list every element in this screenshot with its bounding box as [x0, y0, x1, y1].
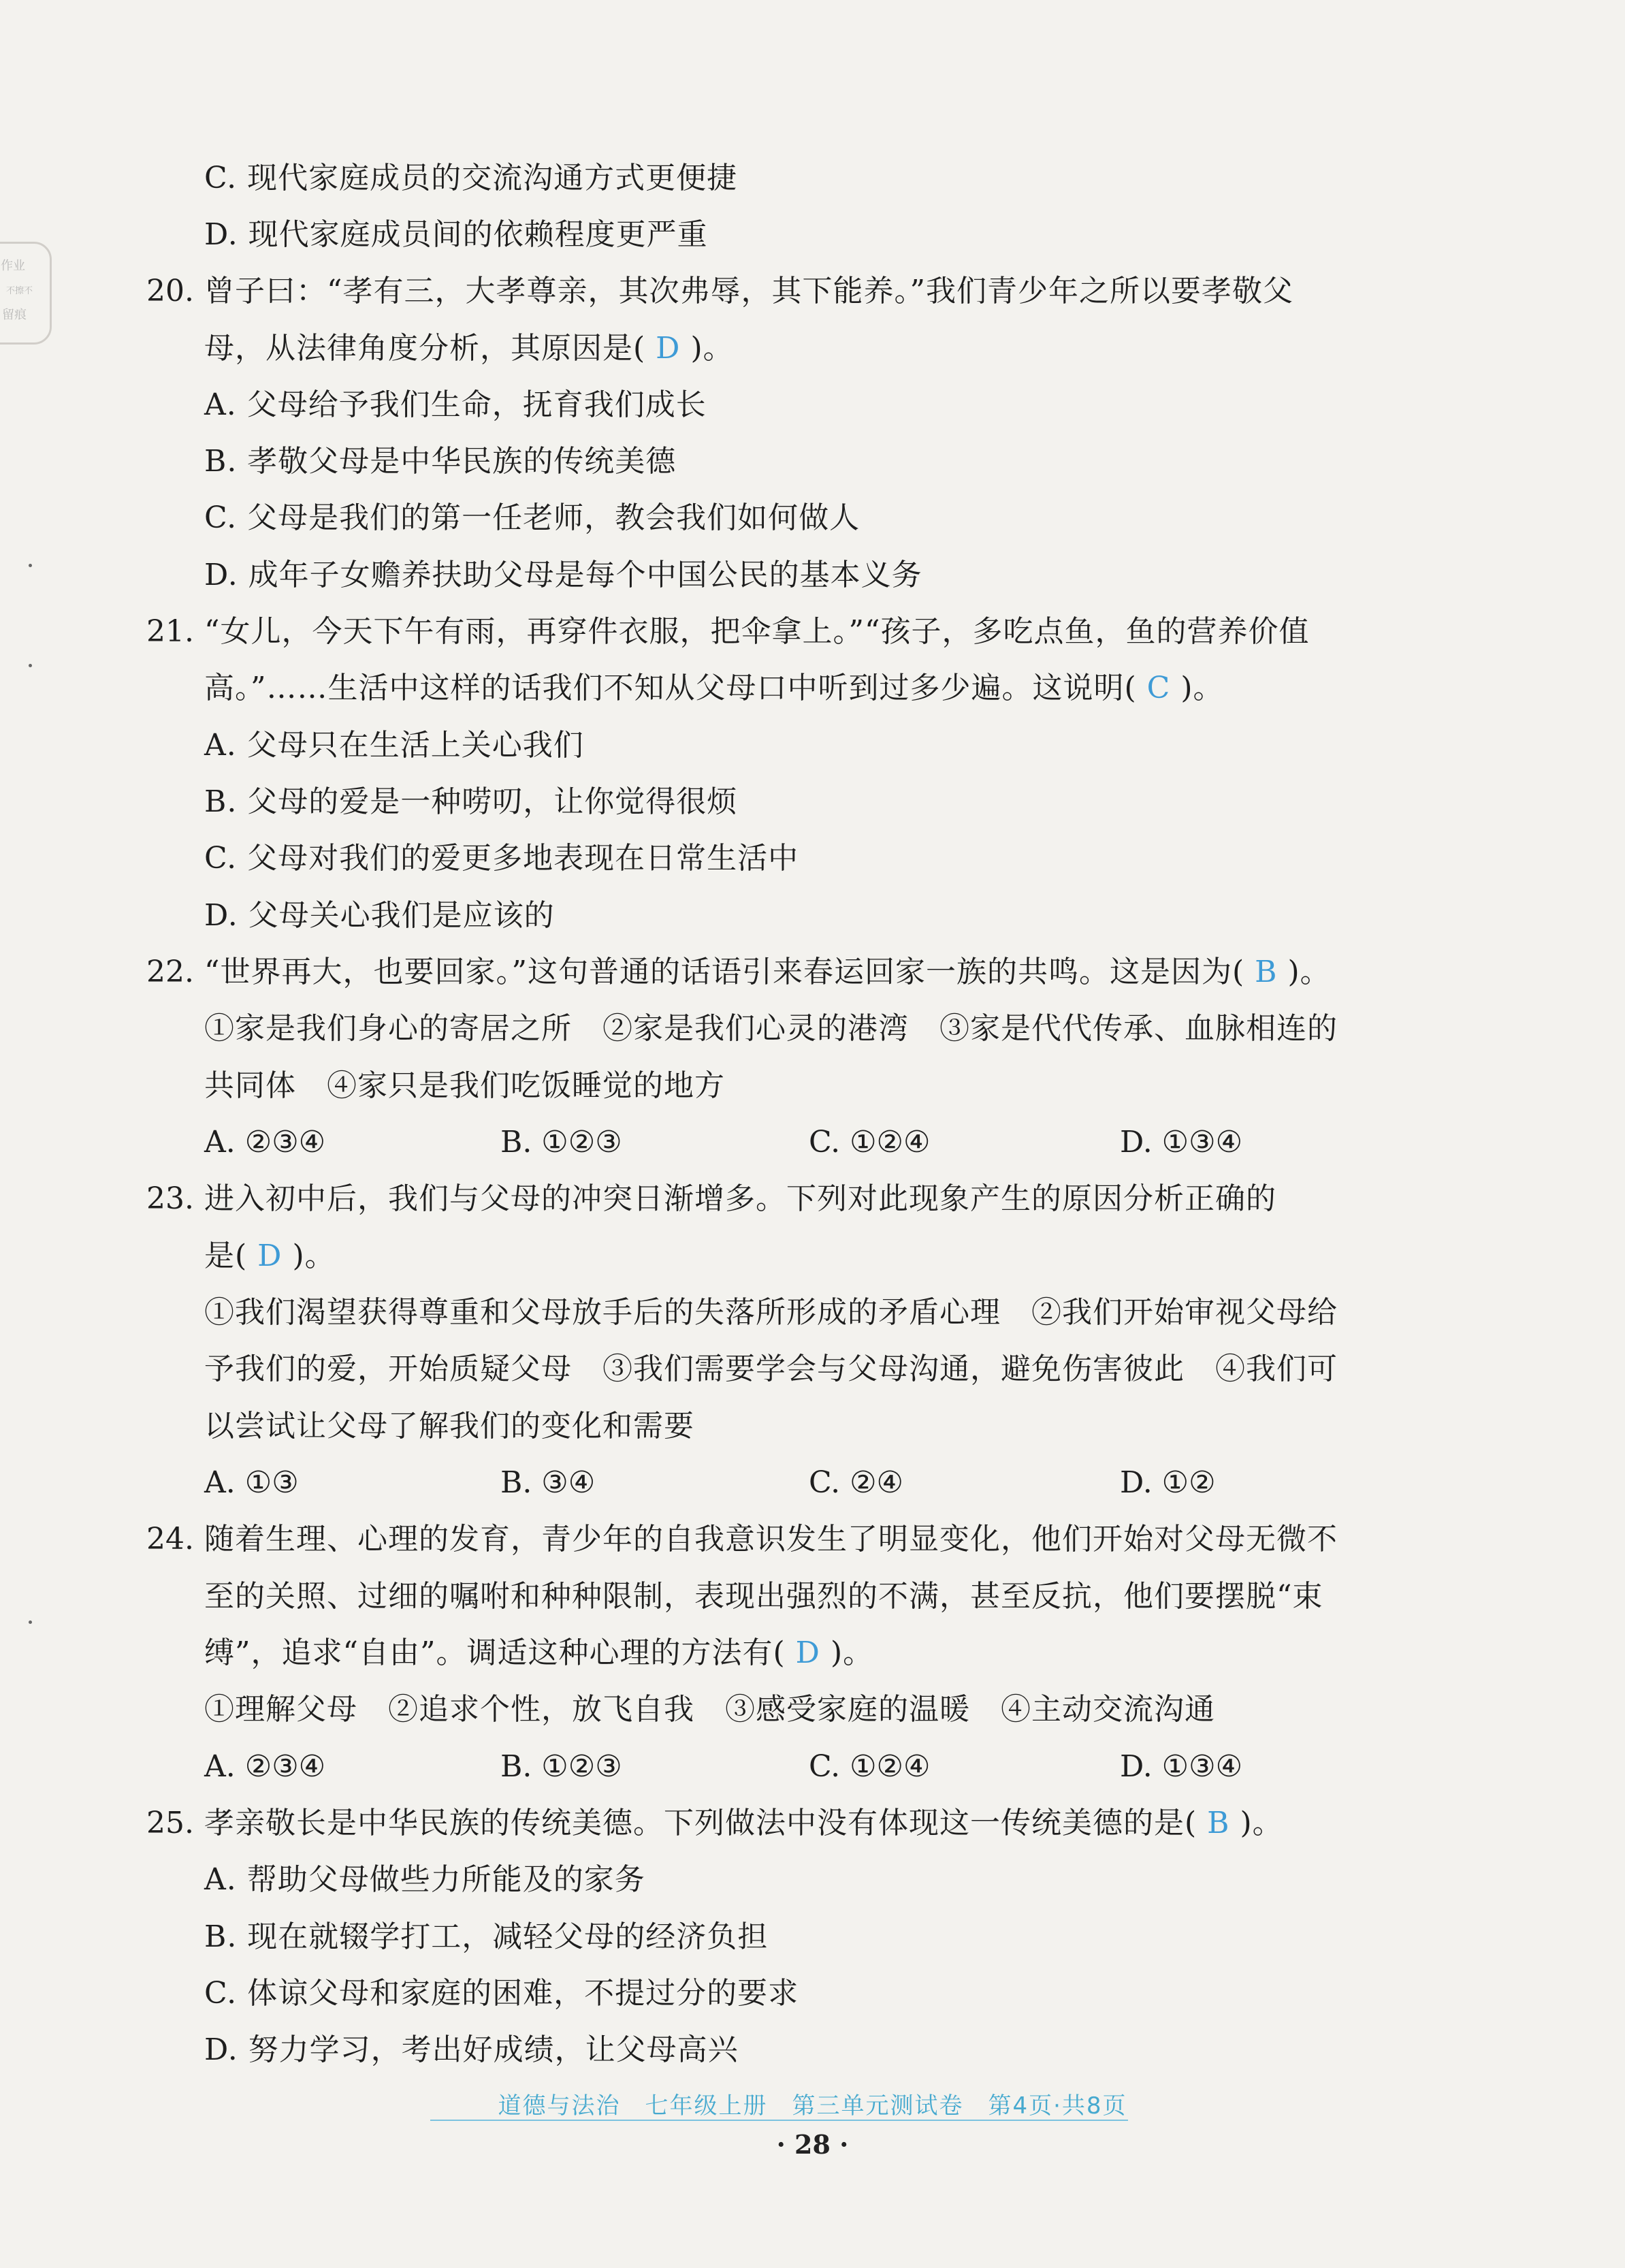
- stamp-text: 不擦不: [6, 286, 33, 296]
- option-b: B. 父母的爱是一种唠叨，让你觉得很烦: [204, 784, 738, 819]
- question-text: [204, 1633, 873, 1674]
- scan-speck: [29, 1620, 32, 1624]
- option-d: D. ①②: [1120, 1465, 1216, 1500]
- option-b: B. ①②③: [500, 1749, 622, 1784]
- stem-text: 母，从法律角度分析，其原因是(: [204, 331, 646, 366]
- question-number: 20.: [146, 274, 194, 308]
- option-b: B. 孝敬父母是中华民族的传统美德: [204, 444, 677, 479]
- stamp-text: 作业: [1, 259, 25, 273]
- option-a: A. ①③: [204, 1465, 299, 1500]
- statement-line: ①理解父母 ②追求个性，放飞自我 ③感受家庭的温暖 ④主动交流沟通: [204, 1692, 1215, 1727]
- stem-text: )。: [1180, 671, 1224, 705]
- question-text: “女儿，今天下午有雨，再穿件衣服，把伞拿上。”“孩子，多吃点鱼，鱼的营养价值: [204, 614, 1310, 649]
- question-number: 24.: [146, 1522, 194, 1556]
- option-line: C. 现代家庭成员的交流沟通方式更便捷: [204, 161, 738, 195]
- ink-stamp-mark: [0, 242, 52, 345]
- option-a: A. 帮助父母做些力所能及的家务: [204, 1862, 645, 1897]
- option-d: D. ①③④: [1120, 1749, 1243, 1784]
- question-text: [204, 952, 1331, 993]
- option-c: C. ①②④: [809, 1125, 931, 1160]
- option-a: A. ②③④: [204, 1125, 326, 1160]
- option-c: C. ②④: [809, 1465, 903, 1500]
- option-c: C. 父母对我们的爱更多地表现在日常生活中: [204, 841, 799, 876]
- stem-text: 高。”……生活中这样的话我们不知从父母口中听到过多少遍。这说明(: [204, 671, 1137, 705]
- stem-text: )。: [690, 331, 734, 366]
- option-a: A. 父母给予我们生命，抚育我们成长: [204, 387, 707, 422]
- stem-text: )。: [830, 1635, 874, 1670]
- question-text: 进入初中后，我们与父母的冲突日渐增多。下列对此现象产生的原因分析正确的: [204, 1181, 1276, 1216]
- option-c: C. 父母是我们的第一任老师，教会我们如何做人: [204, 500, 860, 535]
- scan-speck: [29, 564, 32, 567]
- page-number: · 28 ·: [776, 2129, 849, 2160]
- answer-mark: D: [257, 1239, 283, 1273]
- stem-text: 缚”，追求“自由”。调适这种心理的方法有(: [204, 1635, 786, 1670]
- statement-line: ①我们渴望获得尊重和父母放手后的失落所形成的矛盾心理 ②我们开始审视父母给: [204, 1295, 1338, 1330]
- option-d: D. 父母关心我们是应该的: [204, 898, 555, 933]
- statement-line: 予我们的爱，开始质疑父母 ③我们需要学会与父母沟通，避免伤害彼此 ④我们可: [204, 1352, 1338, 1386]
- option-b: B. ③④: [500, 1465, 596, 1500]
- question-text: 至的关照、过细的嘱咐和种种限制，表现出强烈的不满，甚至反抗，他们要摆脱“束: [204, 1579, 1323, 1614]
- option-d: D. ①③④: [1120, 1125, 1243, 1160]
- option-line: D. 现代家庭成员间的依赖程度更严重: [204, 217, 708, 252]
- answer-mark: B: [1207, 1806, 1230, 1840]
- option-a: A. 父母只在生活上关心我们: [204, 728, 584, 763]
- option-c: C. ①②④: [809, 1749, 931, 1784]
- question-text: [204, 668, 1224, 709]
- statement-line: 共同体 ④家只是我们吃饭睡觉的地方: [204, 1068, 725, 1103]
- footer-divider: [430, 2120, 1128, 2121]
- option-a: A. ②③④: [204, 1749, 326, 1784]
- stem-text: )。: [292, 1239, 336, 1273]
- option-d: D. 努力学习，考出好成绩，让父母高兴: [204, 2032, 739, 2067]
- question-number: 25.: [146, 1806, 194, 1840]
- question-number: 21.: [146, 614, 194, 649]
- question-number: 22.: [146, 955, 194, 989]
- scan-speck: [29, 664, 32, 667]
- stem-text: “世界再大，也要回家。”这句普通的话语引来春运回家一族的共鸣。这是因为(: [204, 955, 1245, 989]
- answer-mark: D: [656, 331, 681, 366]
- stem-text: 是(: [204, 1239, 248, 1273]
- option-b: B. ①②③: [500, 1125, 622, 1160]
- stem-text: )。: [1240, 1806, 1283, 1840]
- footer-title: 道德与法治 七年级上册 第三单元测试卷 第4页·共8页: [498, 2092, 1127, 2120]
- answer-mark: D: [795, 1635, 820, 1670]
- question-number: 23.: [146, 1181, 194, 1216]
- option-b: B. 现在就辍学打工，减轻父母的经济负担: [204, 1919, 769, 1954]
- question-text: 随着生理、心理的发育，青少年的自我意识发生了明显变化，他们开始对父母无微不: [204, 1522, 1338, 1556]
- statement-line: ①家是我们身心的寄居之所 ②家是我们心灵的港湾 ③家是代代传承、血脉相连的: [204, 1011, 1338, 1046]
- option-d: D. 成年子女赡养扶助父母是每个中国公民的基本义务: [204, 558, 922, 592]
- stamp-text: 留痕: [2, 308, 27, 322]
- question-text: 曾子曰：“孝有三，大孝尊亲，其次弗辱，其下能养。”我们青少年之所以要孝敬父: [204, 274, 1293, 308]
- question-text: [204, 328, 734, 369]
- statement-line: 以尝试让父母了解我们的变化和需要: [204, 1409, 694, 1443]
- answer-mark: C: [1146, 671, 1171, 705]
- answer-mark: B: [1255, 955, 1278, 989]
- question-text: [204, 1803, 1283, 1844]
- option-c: C. 体谅父母和家庭的困难，不提过分的要求: [204, 1976, 799, 2011]
- stem-text: )。: [1287, 955, 1331, 989]
- stem-text: 孝亲敬长是中华民族的传统美德。下列做法中没有体现这一传统美德的是(: [204, 1806, 1197, 1840]
- question-text: [204, 1236, 336, 1277]
